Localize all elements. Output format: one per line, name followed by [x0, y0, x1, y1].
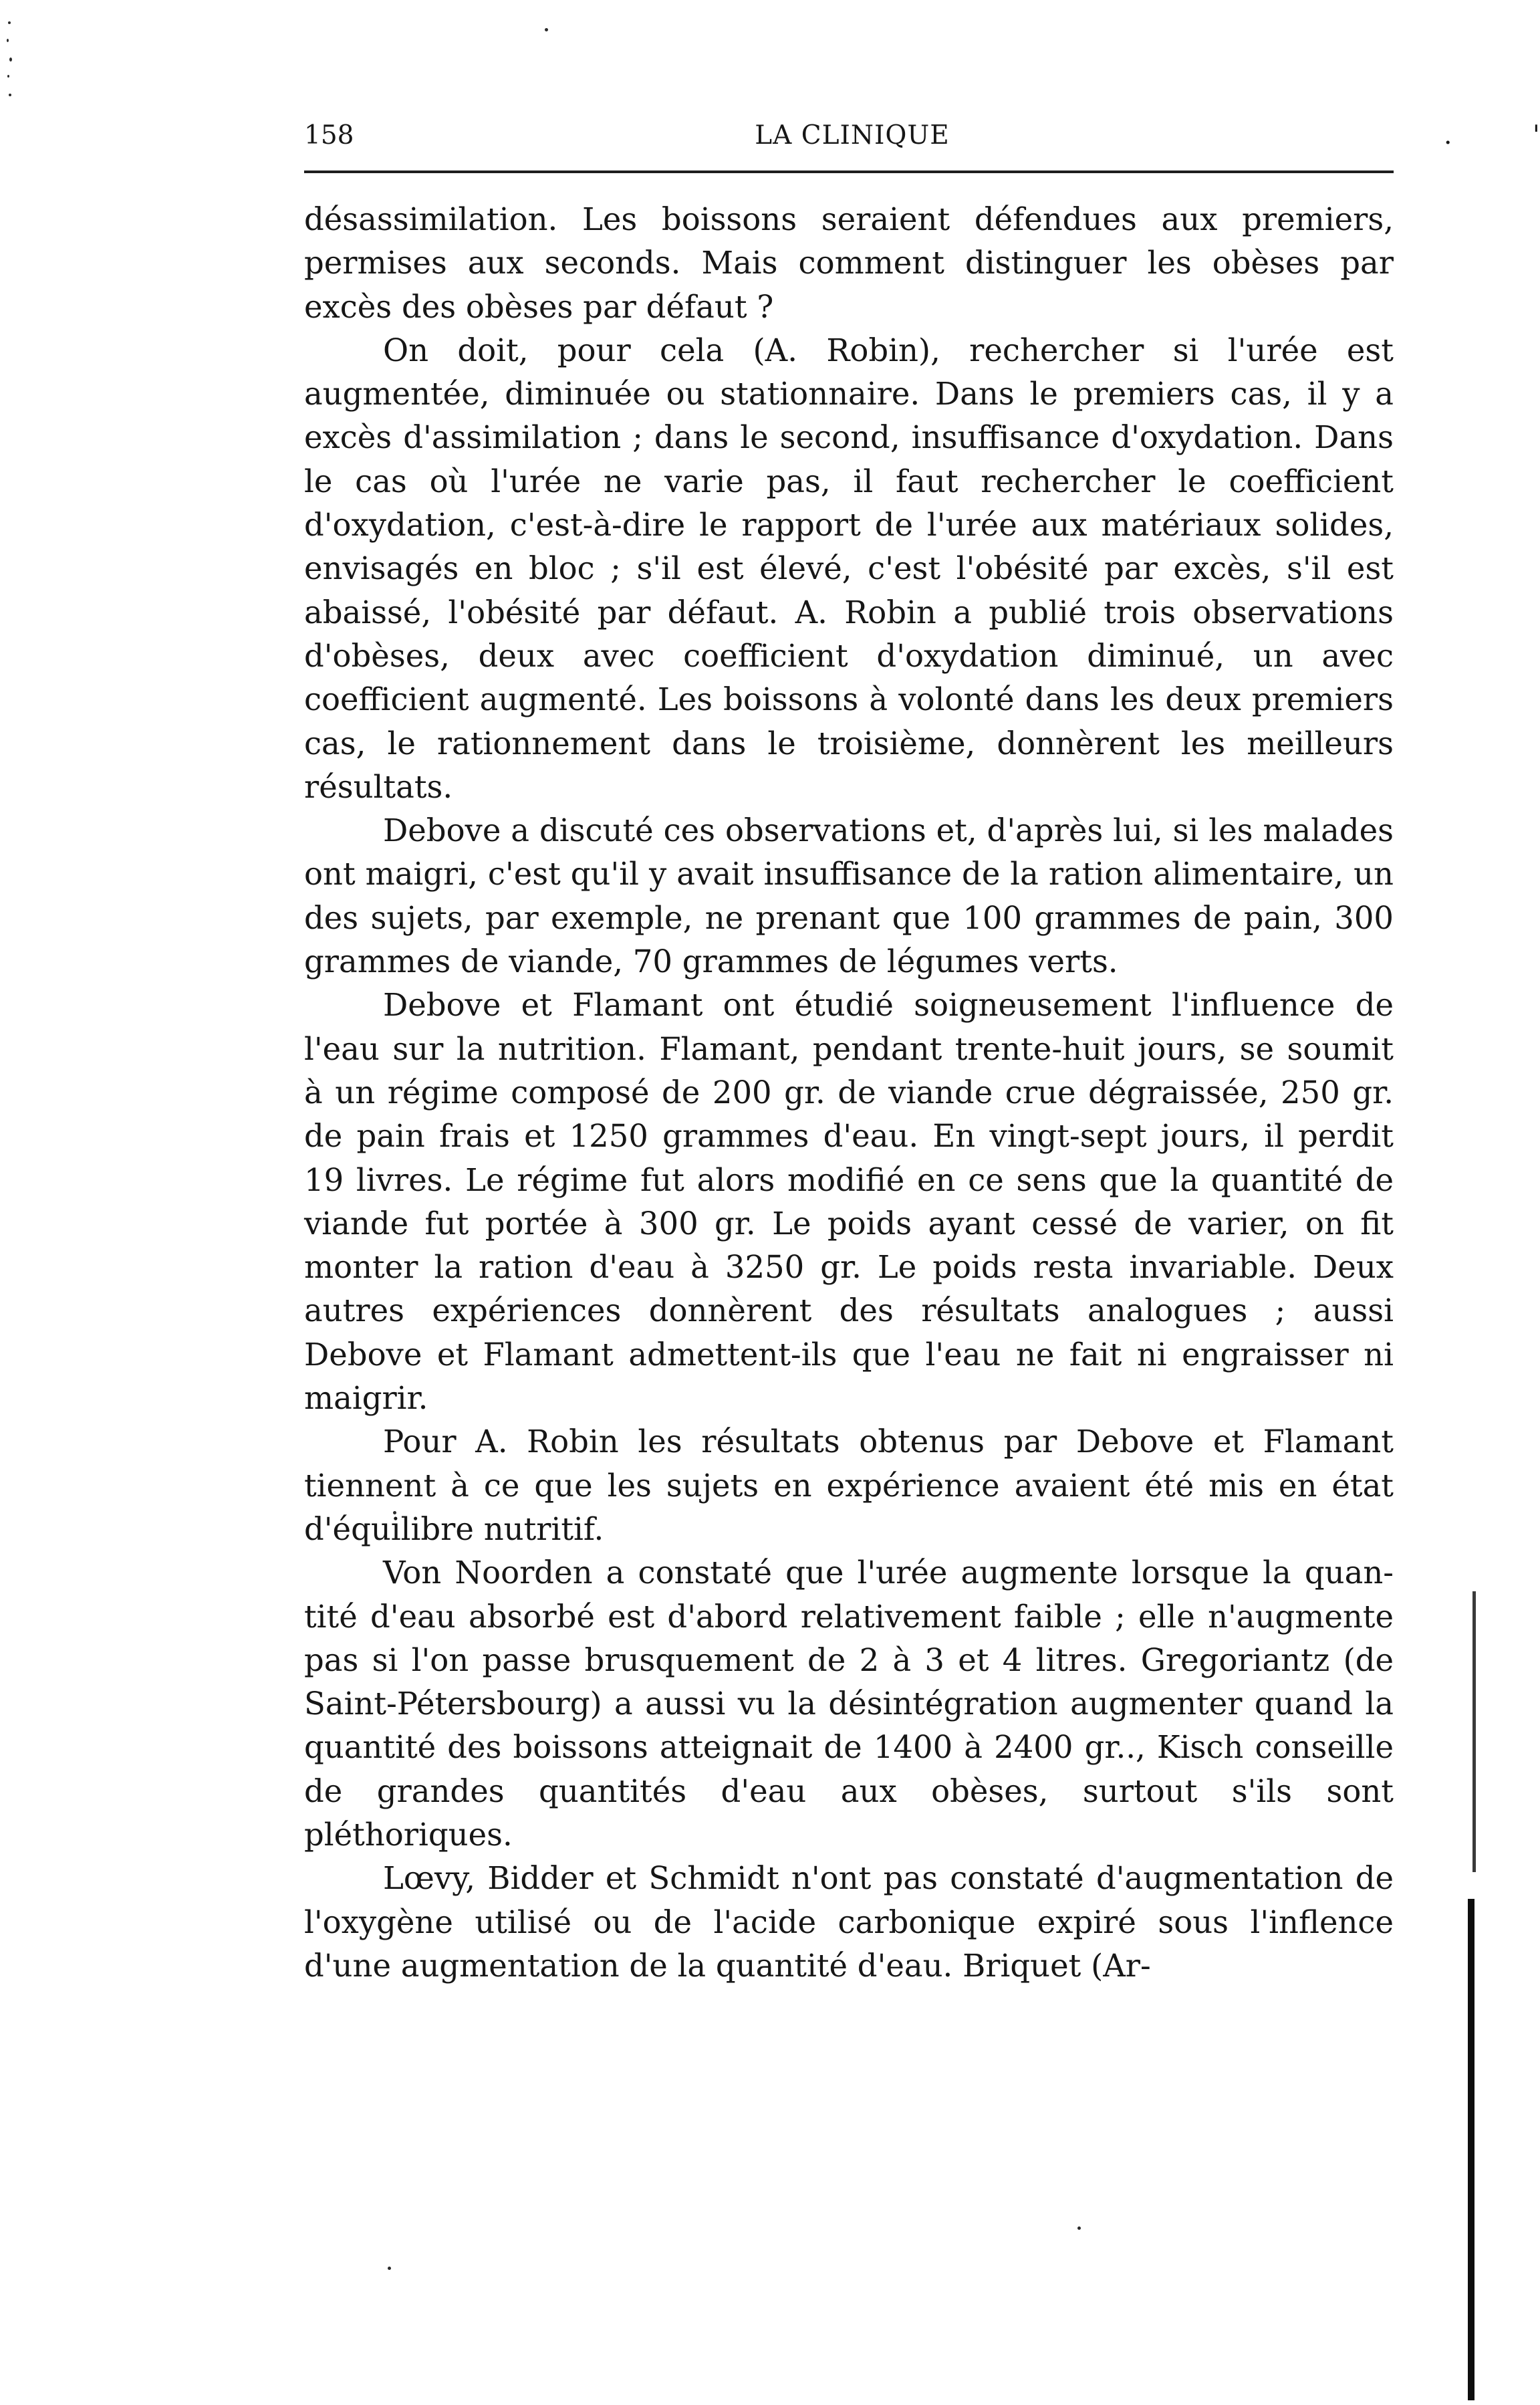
header-mark: .	[1444, 120, 1452, 150]
paragraph: Debove et Flamant ont étudié soigneusement l'influence de l'eau sur la nutrition. Flamant, pendant trente-huit jours, se soumit à un régime composé de 200 gr. de viande crue dégraissée, 250 gr. de pain frais et 1250 grammes d'eau. En vingt-sept jours, il perdit 19 livres. Le régime fut alors modifié en ce sens que la quantité de viande fut portée à 300 gr. Le poids ayant cessé de varier, on fit monter la ration d'eau à 3250 gr. Le poids resta invariable. Deux autres expériences donnèrent des résultats analogues ; aussi Debove et Flamant admettent-ils que l'eau ne fait ni engraisser ni maigrir.	[304, 987, 1394, 1417]
paragraph: désassimilation. Les boissons seraient défendues aux premiers, permises aux seconds. Mais comment distinguer les obèses par excès des obèses par défaut ?	[304, 201, 1394, 325]
speck	[9, 58, 12, 62]
speck	[7, 75, 9, 78]
paragraph: Von Noorden a constaté que l'urée augmente lorsque la quantité d'eau absorbé est d'abord relativement faible ; elle n'augmente pas si l'on passe brusquement de 2 à 3 et 4 litres. Gregoriantz (de Saint-Pétersbourg) a aussi vu la désintégration augmenter quand la quantité des boissons atteignait de 1400 à 2400 gr.., Kisch conseille de grandes quantités d'eau aux obèses, surtout s'ils sont pléthoriques.	[304, 1555, 1394, 1853]
running-head	[304, 112, 1540, 159]
speck	[545, 28, 548, 31]
speck	[7, 39, 9, 42]
header-mark: '	[1533, 120, 1540, 150]
speck	[1077, 2226, 1081, 2230]
paragraph: Debove a discuté ces observations et, d'après lui, si les malades ont maigri, c'est qu'il y avait insuffisance de la ration alimentaire, un des sujets, par exemple, ne prenant que 100 grammes de pain, 300 grammes de viande, 70 grammes de légumes verts.	[304, 812, 1394, 980]
journal-title: LA CLINIQUE	[755, 120, 950, 150]
body-text	[304, 198, 1394, 1988]
speck	[388, 2267, 391, 2270]
speck	[8, 21, 11, 24]
page-edge-shadow	[1472, 1591, 1476, 1872]
paragraph: Lœvy, Bidder et Schmidt n'ont pas constaté d'augmentation de l'oxygène utilisé ou de l'acide carbonique expiré sous l'inflence d'une augmentation de la quantité d'eau. Briquet (Ar-	[304, 1860, 1394, 1984]
page-edge-shadow	[1468, 1899, 1474, 2400]
header-rule	[304, 170, 1394, 173]
page-number: 158	[304, 120, 354, 150]
paragraph: On doit, pour cela (A. Robin), rechercher si l'urée est augmentée, diminuée ou stationnaire. Dans le premiers cas, il y a excès d'assimilation ; dans le second, insuffisance d'oxydation. Dans le cas où l'urée ne varie pas, il faut rechercher le coefficient d'oxydation, c'est-à-dire le rapport de l'urée aux matériaux solides, envisagés en bloc ; s'il est élevé, c'est l'obésité par excès, s'il est abaissé, l'obésité par défaut. A. Robin a publié trois observations d'obèses, deux avec coefficient d'oxydation diminué, un avec coefficient augmenté. Les boissons à volonté dans les deux premiers cas, le rationnement dans le troisième, donnèrent les meilleurs résultats.	[304, 332, 1394, 805]
paragraph: Pour A. Robin les résultats obtenus par Debove et Flamant tiennent à ce que les sujets en expérience avaient été mis en état d'équilibre nutritif.	[304, 1423, 1394, 1547]
speck	[9, 94, 11, 96]
